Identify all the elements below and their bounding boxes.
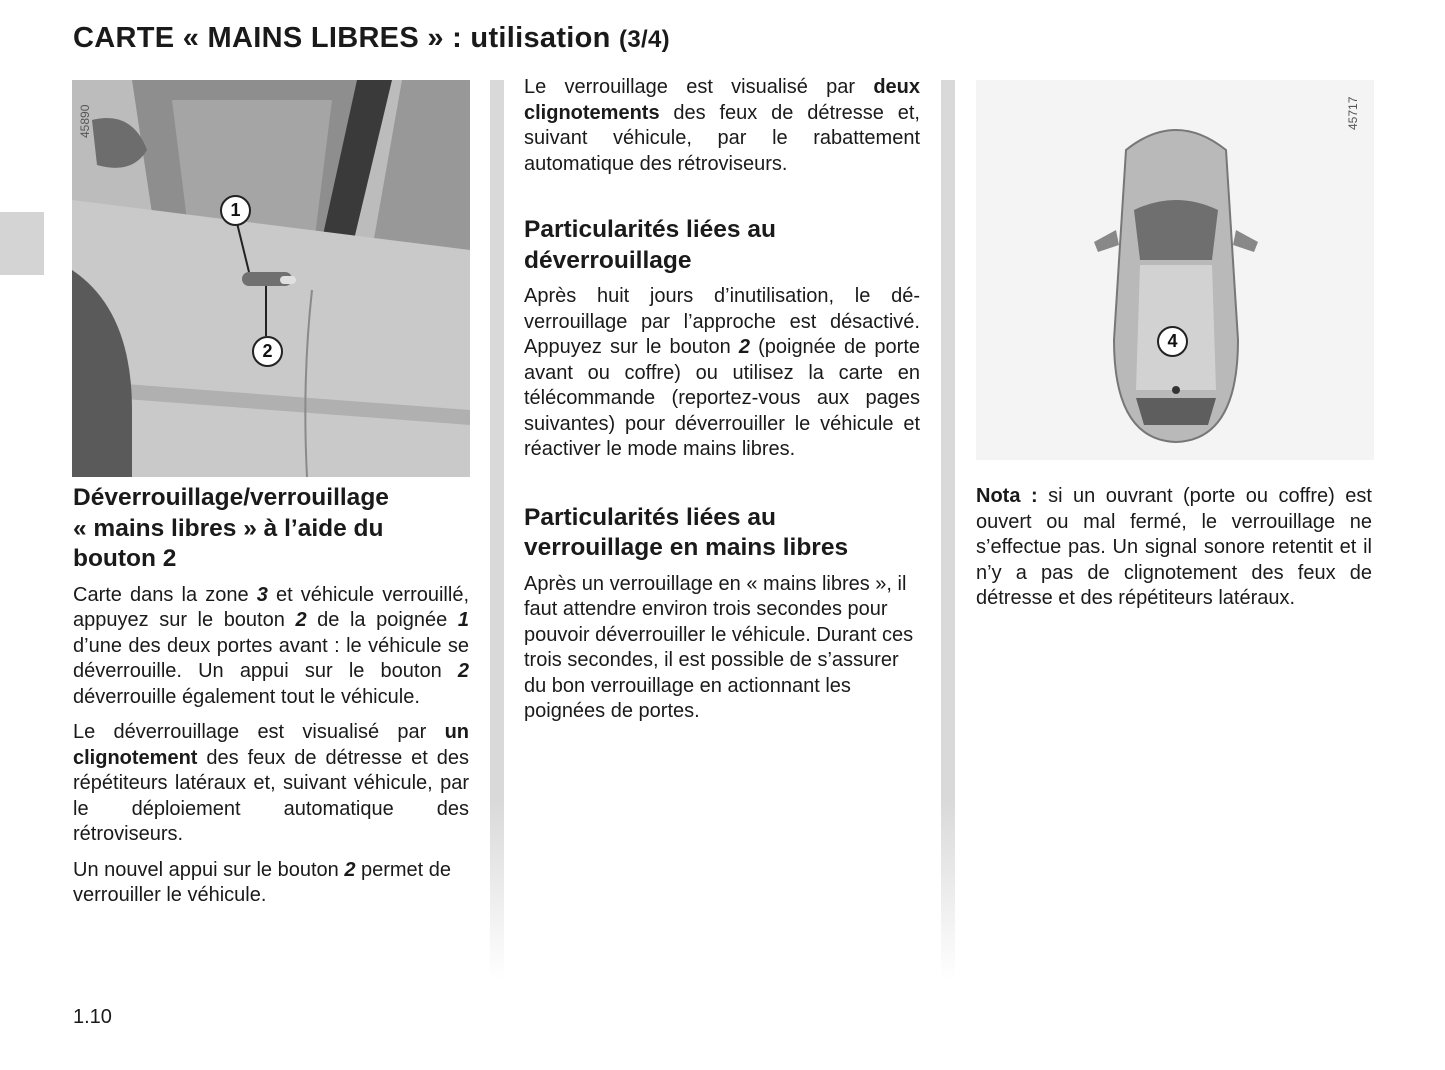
nota-label: Nota :: [976, 485, 1038, 507]
text: Le verrouillage est visualisé par: [524, 76, 874, 98]
text: Un nouvel appui sur le bouton: [73, 858, 345, 881]
ref-number: 1: [457, 609, 469, 631]
callout-1: 1: [220, 195, 251, 226]
door-handle-illustration: [72, 80, 470, 477]
callout-2: 2: [252, 336, 283, 367]
right-column: [976, 484, 1372, 622]
section-heading-hands-free: [73, 483, 469, 575]
paragraph-unlock-visual: [73, 720, 469, 848]
ref-number: 2: [457, 660, 469, 682]
paragraph-wait: Après un verrouillage en « mains libres », il faut attendre environ trois secondes pour pouvoir déverrouiller le véhicule. Durant ces trois secondes, il est possible de s’assurer du bon verrouillage en actionnant les poignées de portes.: [524, 572, 914, 722]
paragraph-inactivity: [524, 284, 920, 463]
column-separator-right: [941, 80, 955, 980]
heading-line: Déverrouillage/verrouillage: [73, 484, 389, 511]
title-part: (3/4): [619, 26, 670, 53]
ref-number: 2: [344, 858, 356, 881]
figure-number: 45717: [1346, 96, 1360, 130]
ref-number: 3: [256, 583, 268, 606]
section-tab: [0, 212, 44, 275]
bold-text: un clignotement: [73, 721, 469, 769]
ref-number: 2: [295, 609, 307, 631]
title-main: CARTE « MAINS LIBRES » : utilisation: [73, 22, 611, 54]
left-column: [73, 483, 469, 919]
heading-line: Particularités liées au: [524, 216, 776, 243]
middle-column: [524, 75, 920, 735]
text: des feux de détresse et des répétiteurs latéraux et, suivant véhicule, par le déploiement automatique des rétroviseurs.: [73, 746, 469, 845]
page-number: 1.10: [73, 1006, 112, 1028]
text: Le déverrouillage est visualisé par: [73, 721, 445, 743]
text: de la poignée: [306, 609, 458, 631]
text: et véhicule verrouillé, appuyez sur le bouton: [73, 583, 470, 631]
page-title: [73, 22, 670, 55]
nota-paragraph: [976, 484, 1372, 612]
text: permet de verrouiller le véhicule.: [73, 858, 452, 906]
callout-4: 4: [1157, 326, 1188, 357]
paragraph-unlock: [73, 583, 469, 711]
column-separator-left: [490, 80, 504, 980]
heading-line: bouton 2: [73, 545, 177, 572]
car-top-view-drawing: [976, 80, 1374, 460]
heading-line: déverrouillage: [524, 246, 692, 274]
text: déverrouille également tout le véhicule.: [73, 685, 420, 708]
text: Carte dans la zone: [73, 583, 257, 606]
heading-line: Particularités liées au: [524, 503, 776, 531]
paragraph-relock: [73, 858, 469, 909]
paragraph-lock-visual: [524, 75, 920, 177]
section-heading-lock-specifics: [524, 503, 920, 564]
text: des feux de détresse et, suivant véhicule, par le rabattement automatique des rétroviseurs.: [524, 101, 920, 175]
text: (poignée de porte avant ou coffre) ou utilisez la carte en télécommande (reportez-vous aux pages suivantes) pour déverrouiller le véhicule et réactiver le mode mains libres.: [524, 336, 920, 460]
section-heading-unlock-specifics: [524, 215, 920, 276]
heading-line: verrouillage en mains libres: [524, 534, 849, 561]
bold-text: deux clignotements: [524, 76, 920, 124]
door-handle-drawing: [72, 80, 470, 477]
text: d’une des deux portes avant : le véhicule se déverrouille. Un appui sur le bouton: [73, 634, 469, 682]
figure-number: 45890: [78, 104, 92, 138]
ref-number: 2: [738, 336, 750, 358]
text: Après huit jours d’inutilisation, le déverrouillage par l’approche est désactivé. Appuyez sur le bouton: [524, 285, 920, 358]
text: si un ouvrant (porte ou coffre) est ouvert ou mal fermé, le verrouillage ne s’effectue pas. Un signal sonore retentit et il n’y a pas de clignotement des feux de détresse et des répétiteurs latéraux.: [976, 485, 1372, 609]
car-top-view-illustration: [976, 80, 1374, 460]
heading-line: « mains libres » à l’aide du: [73, 514, 384, 542]
